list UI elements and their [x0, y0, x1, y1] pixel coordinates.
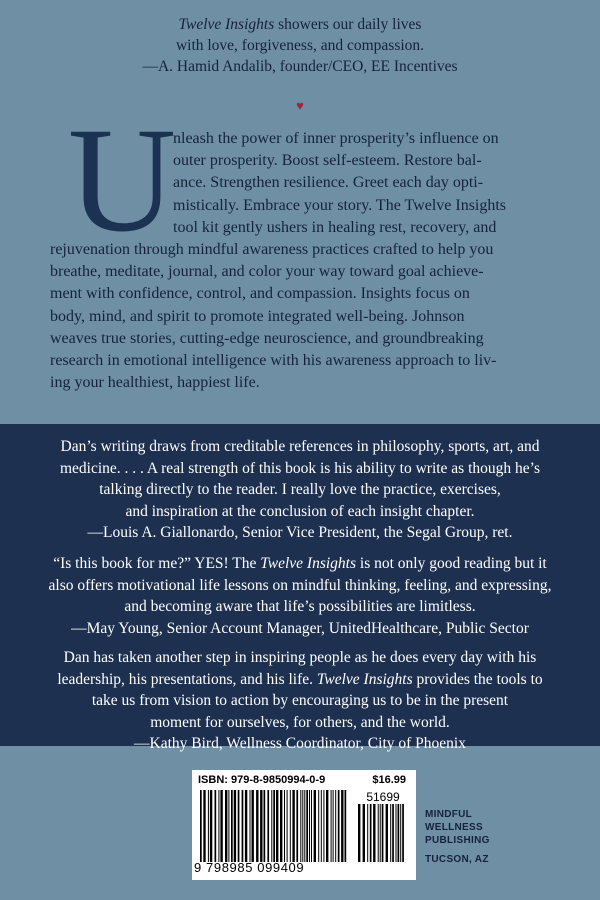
barcode-bar	[284, 790, 285, 862]
description-line: breathe, meditate, journal, and color your way toward goal achieve-	[50, 263, 484, 281]
description-line: weaves true stories, cutting-edge neuroscience, and groundbreaking	[50, 329, 484, 347]
testimonial-3	[0, 647, 600, 755]
barcode-bar	[309, 790, 310, 862]
testimonial-2	[0, 553, 600, 639]
endorsement-line-2: with love, forgiveness, and compassion.	[175, 37, 425, 54]
barcode-bar	[242, 790, 244, 862]
barcode-bar	[363, 804, 365, 862]
barcode-bar	[218, 790, 219, 862]
barcode-bar	[250, 790, 251, 862]
barcode-bar	[400, 804, 401, 862]
barcode-bar	[382, 804, 384, 862]
barcode-bar	[358, 804, 360, 862]
barcode-bar	[260, 790, 262, 862]
barcode-bar	[200, 790, 202, 862]
testimonial-1	[0, 436, 600, 544]
ean-barcode	[200, 790, 348, 862]
barcode-bar	[215, 790, 217, 862]
testimonial-line: and becoming aware that life’s possibilities are limitless.	[124, 598, 476, 615]
barcode-bar	[396, 804, 397, 862]
barcode-bar	[280, 790, 282, 862]
barcode-bar	[378, 804, 379, 862]
barcode-bar	[321, 790, 322, 862]
testimonial-line: talking directly to the reader. I really love the practice, exercises,	[99, 481, 501, 498]
barcode-panel	[192, 770, 416, 880]
testimonial-line: Dan has taken another step in inspiring people as he does every day with his	[63, 649, 537, 666]
endorsement-text: Twelve Insights showers our daily lives	[178, 16, 422, 33]
top-endorsement	[0, 14, 600, 77]
barcode-bar	[306, 790, 308, 862]
description-line: rejuvenation through mindful awareness practices crafted to help you	[50, 241, 494, 259]
barcode-bar	[380, 804, 381, 862]
barcode-bar	[392, 804, 394, 862]
barcode-bar	[345, 790, 347, 862]
testimonial-attribution: —Kathy Bird, Wellness Coordinator, City of Phoenix	[134, 735, 466, 752]
description-line: outer prosperity. Boost self-esteem. Restore bal-	[173, 152, 482, 170]
barcode-bar	[252, 790, 254, 862]
description-line: nleash the power of inner prosperity’s influence on	[173, 130, 499, 147]
description-line: mistically. Embrace your story. The Twelve Insights	[173, 196, 507, 214]
publisher-city: TUCSON, AZ	[425, 854, 489, 865]
barcode-digits: 9 798985 099409	[194, 860, 305, 875]
barcode-bar	[323, 790, 324, 862]
testimonial-line: “Is this book for me?” YES! The Twelve Insights is not only good reading but it	[53, 555, 547, 572]
description-line: ance. Strengthen resilience. Greet each day opti-	[173, 174, 484, 192]
barcode-bar	[333, 790, 334, 862]
barcode-bar	[326, 790, 328, 862]
barcode-bar	[290, 790, 291, 862]
barcode-bar	[208, 790, 209, 862]
publisher-logo	[425, 808, 490, 866]
barcode-bar	[398, 804, 400, 862]
barcode-bar	[314, 790, 316, 862]
description-line: ing your healthiest, happiest life.	[50, 374, 260, 392]
isbn-label: ISBN: 979-8-9850994-0-9	[198, 774, 326, 786]
barcode-bar	[220, 790, 222, 862]
barcode-bar	[271, 790, 272, 862]
barcode-bar	[373, 804, 375, 862]
addon-digits: 51699	[366, 790, 400, 804]
testimonial-attribution: —May Young, Senior Account Manager, UnitedHealthcare, Public Sector	[71, 619, 529, 637]
barcode-bar	[386, 804, 388, 862]
barcode-bar	[390, 804, 391, 862]
publisher-line: WELLNESS	[425, 822, 483, 833]
barcode-bar	[267, 790, 269, 862]
barcode-bar	[210, 790, 212, 862]
barcode-bar	[225, 790, 227, 862]
testimonial-line: also offers motivational life lessons on mindful thinking, feeling, and expressing,	[48, 576, 552, 594]
description-line: tool kit gently ushers in healing rest, recovery, and	[173, 218, 497, 236]
publisher-line: PUBLISHING	[425, 835, 490, 846]
description-line: ment with confidence, control, and compassion. Insights focus on	[50, 285, 470, 303]
barcode-bar	[273, 790, 275, 862]
endorsement-line-1	[0, 14, 600, 35]
barcode-bar	[331, 790, 332, 862]
barcode-bar	[402, 804, 404, 862]
barcode-bar	[264, 790, 266, 862]
barcode-bar	[292, 790, 294, 862]
endorsement-attribution: —A. Hamid Andalib, founder/CEO, EE Incentives	[142, 58, 458, 75]
barcode-bar	[276, 790, 278, 862]
barcode-bar	[245, 790, 247, 862]
barcode-bar	[302, 790, 303, 862]
heart-icon: ♥	[296, 98, 304, 113]
testimonial-attribution: —Louis A. Giallonardo, Senior Vice President, the Segal Group, ret.	[87, 524, 513, 541]
testimonials-band	[0, 424, 600, 752]
barcode-bar	[341, 790, 343, 862]
barcode-bar	[287, 790, 288, 862]
barcode-bar	[335, 790, 336, 862]
testimonial-line: leadership, his presentations, and his life. Twelve Insights provides the tools to	[57, 670, 543, 688]
testimonial-line: and inspiration at the conclusion of each insight chapter.	[125, 502, 475, 520]
barcode-bar	[311, 790, 312, 862]
description-line: research in emotional intelligence with his awareness approach to liv-	[50, 352, 497, 370]
barcode-bar	[318, 790, 319, 862]
barcode-bar	[228, 790, 229, 862]
testimonial-line: Dan’s writing draws from creditable references in philosophy, sports, art, and	[60, 438, 540, 455]
price-label: $16.99	[372, 774, 406, 786]
book-description	[50, 128, 555, 394]
publisher-line: MINDFUL	[425, 809, 473, 820]
barcode-bar	[300, 790, 301, 862]
barcode-bar	[367, 804, 368, 862]
testimonial-line: take us from vision to action by encouraging us to be in the present	[91, 692, 509, 709]
barcode-bar	[238, 790, 240, 862]
testimonial-line: moment for ourselves, for others, and the world.	[150, 713, 450, 731]
barcode-bar	[231, 790, 233, 862]
barcode-bar	[256, 790, 258, 862]
barcode-bar	[203, 790, 205, 862]
barcode-bar	[370, 804, 372, 862]
drop-cap: U	[67, 97, 177, 263]
barcode-bar	[304, 790, 305, 862]
barcode-bar	[234, 790, 236, 862]
addon-barcode	[358, 804, 406, 862]
testimonial-line: medicine. . . . A real strength of this book is his ability to write as though he’s	[59, 459, 540, 477]
description-line: body, mind, and spirit to promote integrated well-being. Johnson	[50, 307, 465, 325]
barcode-bar	[296, 790, 298, 862]
barcode-bar	[338, 790, 340, 862]
